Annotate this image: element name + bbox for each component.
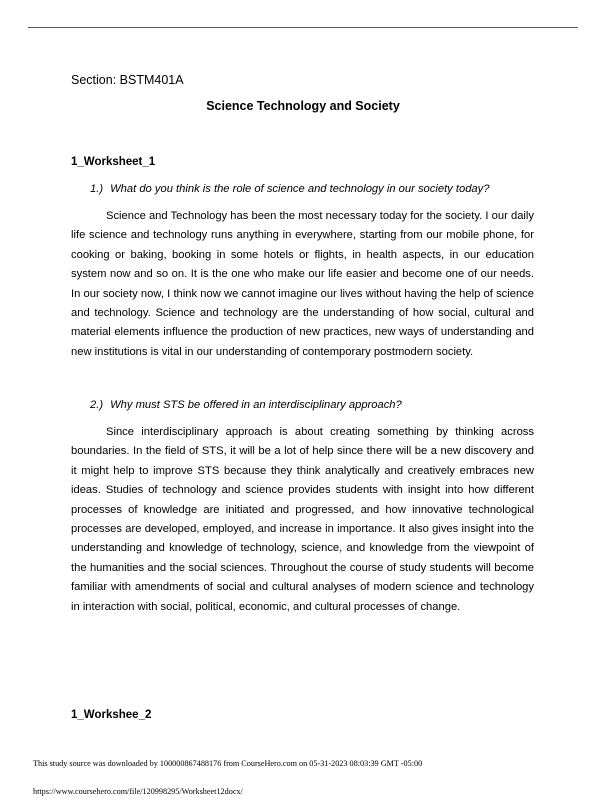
source-url[interactable]: https://www.coursehero.com/file/120998295/Worksheet12docx/ — [33, 787, 243, 796]
question-2-number: 2.) — [90, 399, 104, 411]
question-1-text: What do you think is the role of science and technology in our society today? — [110, 183, 490, 195]
question-2-text: Why must STS be offered in an interdisciplinary approach? — [110, 399, 402, 411]
worksheet-2-heading: 1_Workshee_2 — [71, 709, 152, 721]
question-1 — [90, 183, 550, 195]
download-notice: This study source was downloaded by 100000867488176 from CourseHero.com on 05-31-2023 08:03:39 GMT -05:00 — [33, 759, 423, 768]
question-2 — [90, 399, 550, 411]
answer-1: Science and Technology has been the most necessary today for the society. I our daily life science and technology runs anything in everywhere, starting from our mobile phone, for cooking or baking, booking in some hotels or flights, in health aspects, in our education system now and so on. It is the one who make our life easier and become one of our needs. In our society now, I think now we cannot imagine our lives without having the help of science and technology. Science and technology are the understanding of how social, cultural and material elements influence the production of new practices, new ways of understanding and new institutions is vital in our understanding of contemporary postmodern society. — [71, 210, 534, 358]
section-label: Section: BSTM401A — [71, 73, 184, 87]
top-divider — [28, 27, 578, 28]
worksheet-1-heading: 1_Worksheet_1 — [71, 156, 156, 168]
question-1-number: 1.) — [90, 183, 104, 195]
page-title: Science Technology and Society — [206, 99, 400, 113]
answer-2: Since interdisciplinary approach is about creating something by thinking across boundaries. In the field of STS, it will be a lot of help since there will be a new discovery and it might help to improve STS because they think analytically and creatively embraces new ideas. Studies of technology and science provides students with insight into how different processes of knowledge are initiated and progressed, and how innovative technological processes are developed, employed, and increase in importance. It also gives insight into the understanding and knowledge of technology, science, and knowledge from the viewpoint of the humanities and the social sciences. Throughout the course of study students will become familiar with amendments of social and cultural analyses of modern science and technology in interaction with social, political, economic, and cultural processes of change. — [71, 426, 534, 613]
